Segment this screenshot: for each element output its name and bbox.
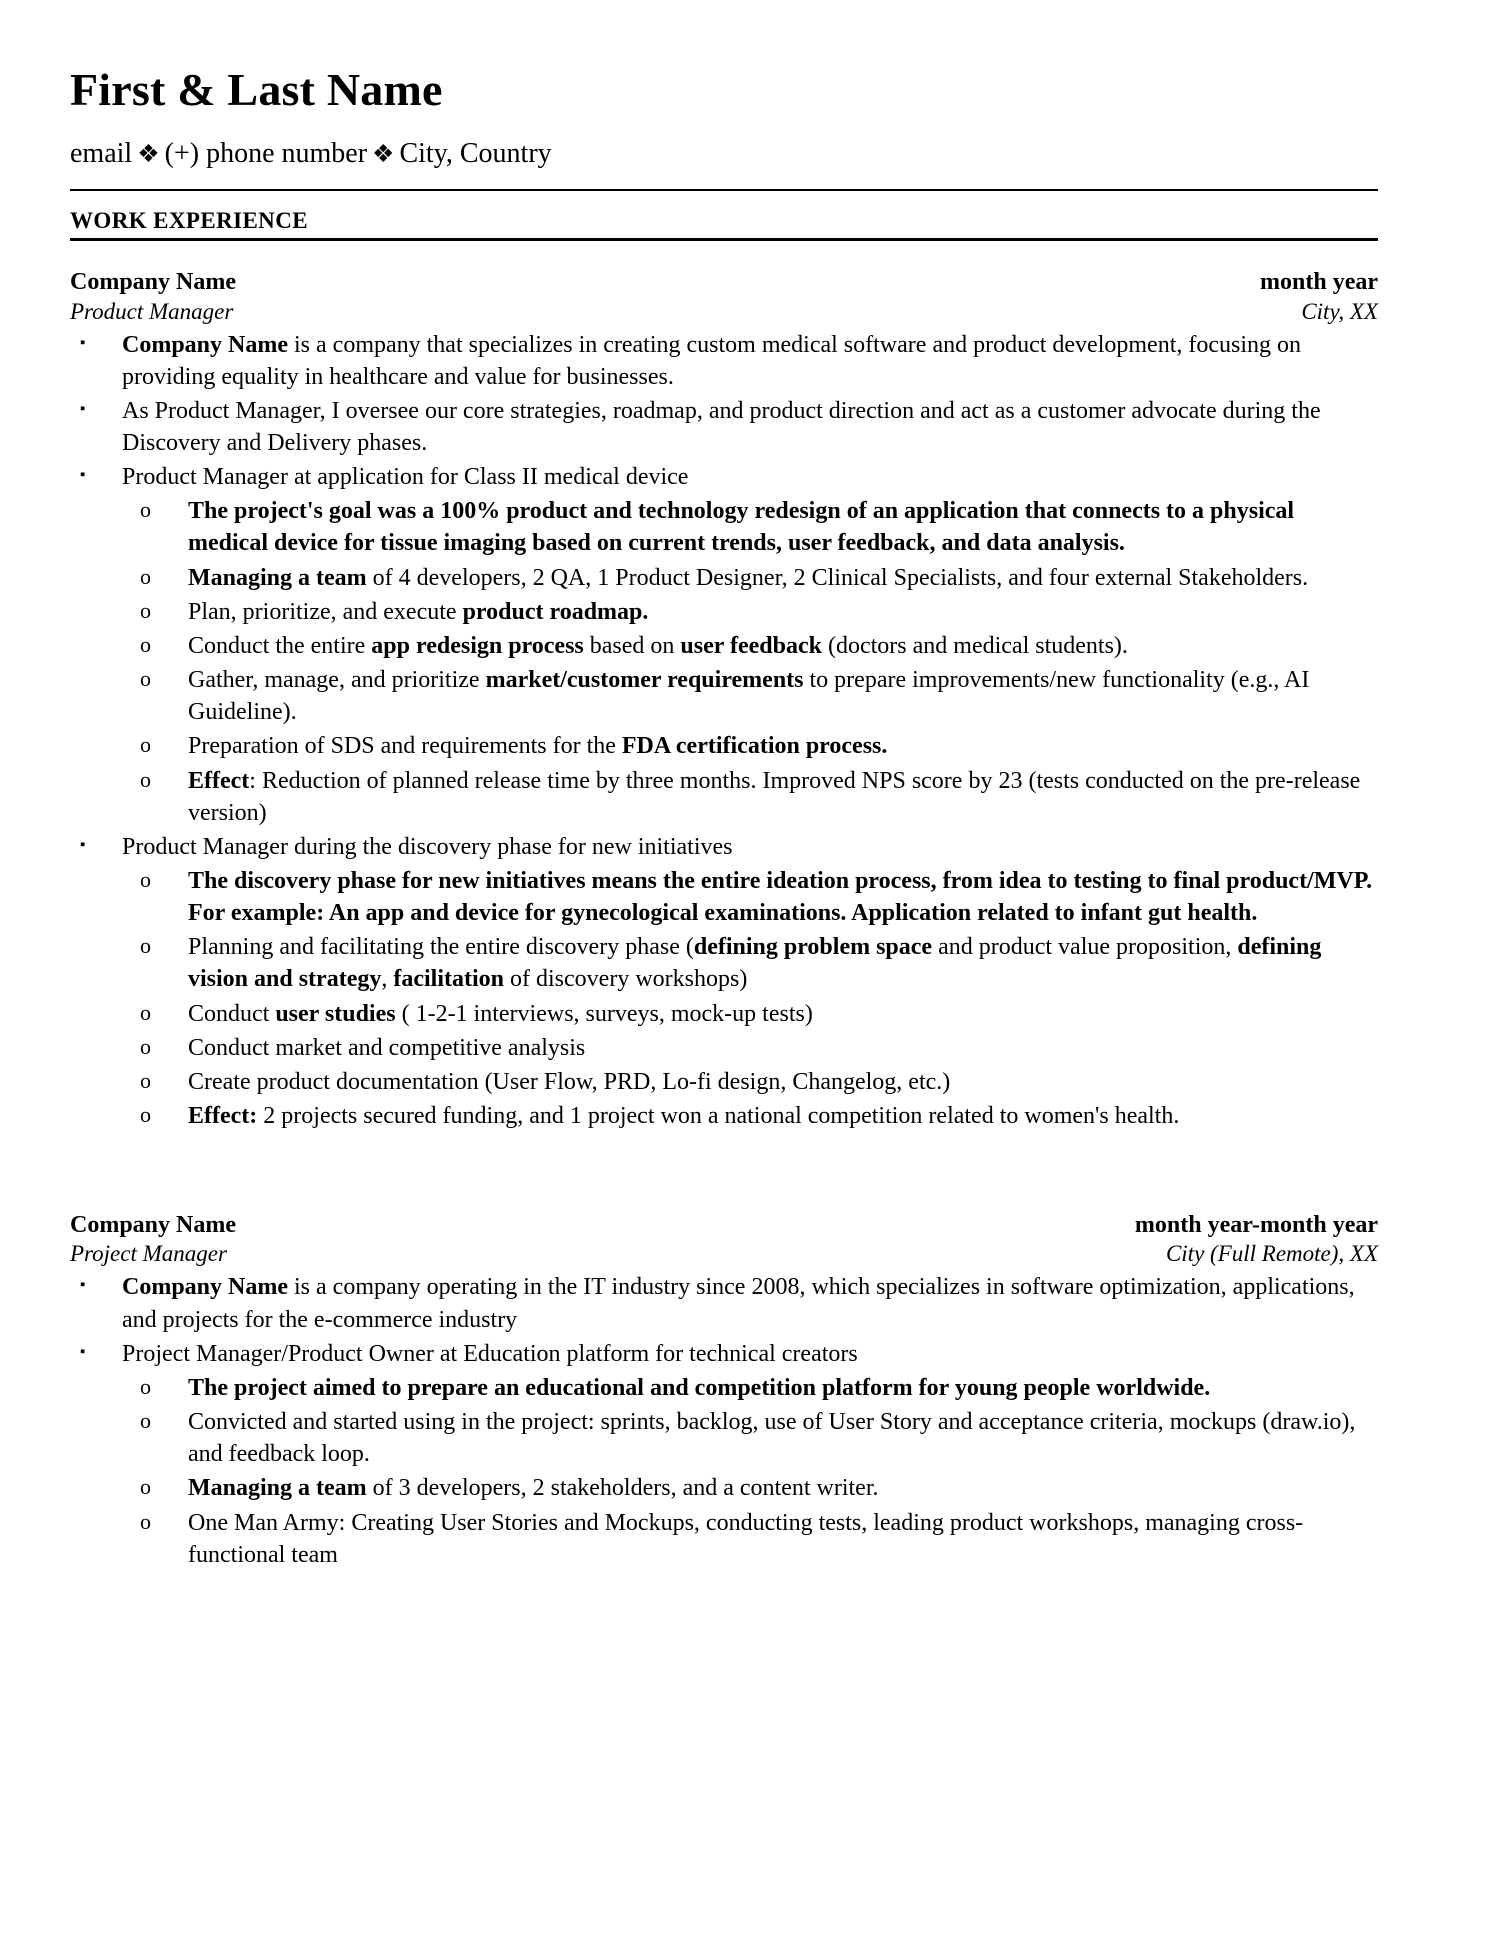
text-run: based on [583, 632, 681, 659]
sub-bullet-item [122, 1507, 1378, 1571]
sub-bullet-item [122, 1066, 1378, 1098]
text-run-bold: market/customer requirements [485, 667, 804, 694]
bullet-text [188, 1475, 879, 1501]
circle-bullet-icon: o [140, 1474, 151, 1500]
bullet-list [70, 1271, 1378, 1570]
circle-bullet-icon: o [140, 597, 151, 623]
text-run-bold: Company Name [122, 1274, 288, 1301]
job-location: City (Full Remote), XX [1165, 1241, 1378, 1267]
contact-email: email [70, 138, 133, 170]
text-run: Plan, prioritize, and execute [188, 598, 463, 625]
sub-bullet-item [122, 495, 1378, 559]
bullet-text [188, 633, 1128, 659]
job-role-title: Project Manager [70, 1241, 227, 1267]
text-run: Create product documentation (User Flow, PRD, Lo-fi design, Changelog, etc.) [188, 1068, 951, 1095]
job-entry [70, 267, 1378, 1132]
resume-section [70, 208, 1378, 1571]
job-company-name: Company Name [70, 1212, 236, 1239]
job-header-row [70, 267, 1378, 297]
job-date-range: month year-month year [1134, 1212, 1378, 1239]
text-run-bold: The discovery phase for new initiatives means the entire ideation process, from idea to testing to final product/MVP. For example: An app and device for gynecological examinations. Application related to infant gut health. [188, 868, 1373, 927]
bullet-text [188, 1510, 1303, 1568]
sub-bullet-item [122, 865, 1378, 929]
job-location: City, XX [1301, 298, 1378, 324]
sub-bullet-item [122, 1406, 1378, 1470]
circle-bullet-icon: o [140, 766, 151, 792]
text-run-bold: Effect [188, 767, 250, 794]
diamond-separator-icon: ❖ [372, 141, 395, 169]
text-run-bold: user studies [275, 1000, 396, 1027]
bullet-text [188, 868, 1372, 926]
text-run: of 4 developers, 2 QA, 1 Product Designer, 2 Clinical Specialists, and four external Stakeholders. [366, 564, 1309, 591]
bullet-text [188, 1001, 813, 1027]
job-date-range: month year [1260, 269, 1378, 296]
text-run-bold: user feedback [680, 632, 822, 659]
bullet-text [122, 398, 1321, 456]
text-run: ( 1-2-1 interviews, surveys, mock-up tests) [395, 1000, 813, 1027]
bullet-text [188, 733, 887, 759]
text-run: One Man Army: Creating User Stories and Mockups, conducting tests, leading product workshops, managing cross-functional team [188, 1509, 1304, 1568]
text-run: (doctors and medical students). [821, 632, 1128, 659]
text-run-bold: Managing a team [188, 564, 367, 591]
bullet-text [188, 565, 1308, 591]
sub-bullet-item [122, 1100, 1378, 1132]
text-run: As Product Manager, I oversee our core strategies, roadmap, and product direction and act as a customer advocate during the Discovery and Delivery phases. [122, 397, 1321, 456]
circle-bullet-icon: o [140, 631, 151, 657]
square-bullet-icon: ▪ [80, 1277, 86, 1294]
bullet-text [188, 1069, 950, 1095]
sub-bullet-item [122, 998, 1378, 1030]
sub-bullet-item [122, 562, 1378, 594]
sub-bullet-item [122, 664, 1378, 728]
sub-bullet-item [122, 596, 1378, 628]
text-run: is a company operating in the IT industry since 2008, which specializes in software optimization, applications, and projects for the e-commerce industry [122, 1274, 1355, 1333]
text-run-bold: Managing a team [188, 1475, 367, 1502]
sub-bullet-item [122, 1472, 1378, 1504]
sub-bullet-item [122, 931, 1378, 995]
sub-bullet-item [122, 765, 1378, 829]
sub-bullet-list [122, 865, 1378, 1132]
bullet-text [188, 1409, 1355, 1467]
job-role-title: Product Manager [70, 298, 234, 324]
job-subheader-row [70, 1240, 1378, 1269]
bullet-text [188, 498, 1294, 556]
text-run: of discovery workshops) [504, 966, 748, 993]
bullet-text [188, 1035, 585, 1061]
bullet-item [70, 461, 1378, 829]
circle-bullet-icon: o [140, 867, 151, 892]
sub-bullet-list [122, 1372, 1378, 1571]
bullet-text [122, 332, 1301, 390]
job-entry [70, 1210, 1378, 1571]
text-run: Conduct the entire [188, 632, 372, 659]
circle-bullet-icon: o [140, 1102, 151, 1128]
text-run-bold: defining vision and strategy [188, 934, 1322, 993]
bullet-text [122, 464, 688, 490]
job-company-name: Company Name [70, 269, 236, 296]
text-run: Conduct [188, 1000, 276, 1027]
bullet-text [188, 667, 1309, 725]
sub-bullet-item [122, 1372, 1378, 1404]
bullet-text [188, 768, 1360, 826]
sub-bullet-list [122, 495, 1378, 829]
diamond-separator-icon: ❖ [137, 141, 160, 169]
bullet-text [188, 599, 648, 625]
resume-body [70, 208, 1378, 1571]
circle-bullet-icon: o [140, 497, 151, 523]
bullet-text [122, 1341, 858, 1367]
sub-bullet-item [122, 1032, 1378, 1064]
contact-phone: (+) phone number [164, 138, 368, 170]
bullet-item [70, 831, 1378, 1132]
square-bullet-icon: ▪ [80, 1343, 86, 1360]
circle-bullet-icon: o [140, 933, 151, 959]
bullet-text [188, 1103, 1179, 1129]
circle-bullet-icon: o [140, 732, 151, 758]
text-run: Product Manager during the discovery phase for new initiatives [122, 833, 733, 860]
bullet-item [70, 1338, 1378, 1571]
square-bullet-icon: ▪ [80, 400, 86, 417]
text-run: : Reduction of planned release time by three months. Improved NPS score by 23 (tests conducted on the pre-release version) [188, 767, 1361, 826]
section-divider [70, 238, 1378, 241]
text-run: Preparation of SDS and requirements for the [188, 733, 622, 760]
bullet-text [188, 934, 1321, 992]
text-run: Gather, manage, and prioritize [188, 667, 486, 694]
text-run: Conduct market and competitive analysis [188, 1034, 586, 1061]
circle-bullet-icon: o [140, 666, 151, 692]
square-bullet-icon: ▪ [80, 836, 86, 853]
text-run: and product value proposition, [932, 934, 1238, 961]
bullet-text [122, 834, 733, 860]
square-bullet-icon: ▪ [80, 334, 86, 351]
text-run-bold: defining problem space [693, 934, 933, 961]
text-run-bold: Company Name [122, 331, 288, 358]
circle-bullet-icon: o [140, 1508, 151, 1534]
sub-bullet-item [122, 630, 1378, 662]
text-run-bold: The project's goal was a 100% product and technology redesign of an application that connects to a physical medical device for tissue imaging based on current trends, user feedback, and data analysis. [188, 498, 1295, 557]
job-subheader-row [70, 298, 1378, 327]
bullet-text [188, 1375, 1210, 1401]
circle-bullet-icon: o [140, 1067, 151, 1093]
contact-location: City, Country [399, 138, 552, 170]
header-divider [70, 189, 1378, 191]
text-run: Product Manager at application for Class II medical device [122, 464, 689, 491]
text-run-bold: product roadmap. [462, 598, 649, 625]
circle-bullet-icon: o [140, 999, 151, 1025]
job-header-row [70, 1210, 1378, 1240]
section-heading: WORK EXPERIENCE [70, 208, 308, 234]
text-run: , [381, 966, 394, 993]
text-run: is a company that specializes in creating custom medical software and product development, focusing on providing equality in healthcare and value for businesses. [122, 331, 1302, 390]
bullet-text [122, 1274, 1355, 1332]
text-run-bold: FDA certification process. [621, 733, 888, 760]
contact-line [70, 136, 1378, 171]
text-run-bold: app redesign process [371, 632, 584, 659]
bullet-item [70, 395, 1378, 459]
square-bullet-icon: ▪ [80, 467, 86, 484]
text-run-bold: Effect: [188, 1103, 258, 1130]
text-run-bold: facilitation [393, 966, 505, 993]
text-run: to prepare improvements/new functionality (e.g., AI Guideline). [188, 667, 1310, 726]
circle-bullet-icon: o [140, 1373, 151, 1399]
circle-bullet-icon: o [140, 1033, 151, 1059]
bullet-item [70, 1271, 1378, 1335]
text-run: Planning and facilitating the entire discovery phase ( [188, 934, 694, 961]
text-run-bold: The project aimed to prepare an educational and competition platform for young people worldwide. [188, 1374, 1211, 1401]
text-run: 2 projects secured funding, and 1 project won a national competition related to women's health. [257, 1103, 1180, 1130]
bullet-item [70, 329, 1378, 393]
text-run: Project Manager/Product Owner at Education platform for technical creators [122, 1340, 858, 1367]
page-title: First & Last Name [70, 64, 443, 115]
text-run: Convicted and started using in the project: sprints, backlog, use of User Story and acceptance criteria, mockups (draw.io), and feedback loop. [188, 1409, 1356, 1468]
resume-header [70, 66, 1378, 191]
circle-bullet-icon: o [140, 1408, 151, 1434]
bullet-list [70, 329, 1378, 1133]
sub-bullet-item [122, 730, 1378, 762]
circle-bullet-icon: o [140, 563, 151, 589]
text-run: of 3 developers, 2 stakeholders, and a content writer. [366, 1475, 879, 1502]
